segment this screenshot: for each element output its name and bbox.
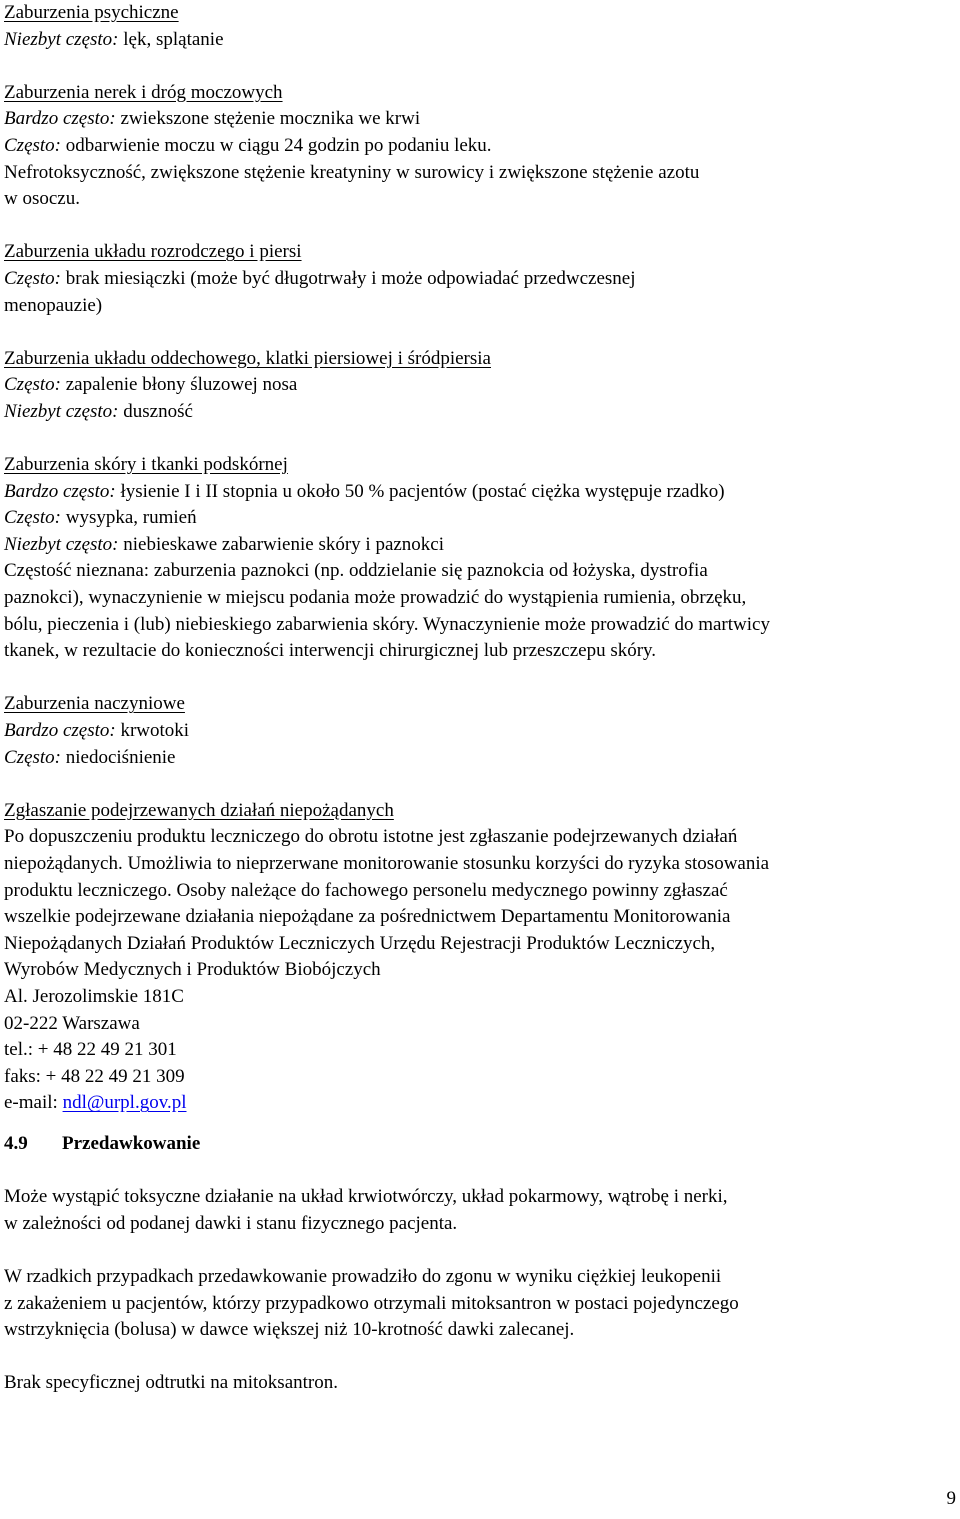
frequency-label: Często: [4, 267, 61, 289]
address-city: 02-222 Warszawa [4, 1012, 140, 1034]
psych-line-1 [4, 27, 954, 54]
frequency-label: Niezbyt często: [4, 533, 119, 555]
section-title-vascular: Zaburzenia naczyniowe [4, 693, 185, 715]
section-title-reproductive: Zaburzenia układu rozrodczego i piersi [4, 241, 302, 263]
overdose-p2-line-1: W rzadkich przypadkach przedawkowanie prowadziło do zgonu w wyniku ciężkiej leukopenii [4, 1265, 722, 1287]
report-line-2: niepożądanych. Umożliwia to nieprzerwane monitorowanie stosunku korzyści do ryzyka stosowania [4, 853, 770, 874]
vascular-line-2 [4, 745, 954, 772]
frequency-label: Bardzo często: [4, 480, 116, 502]
page-number: 9 [946, 1488, 956, 1509]
overdose-p2-line-2: z zakażeniem u pacjentów, którzy przypadkowo otrzymali mitoksantron w postaci pojedynczego [4, 1292, 739, 1314]
kidney-line-4: w osoczu. [4, 188, 80, 210]
email-label: e-mail: [4, 1092, 63, 1114]
repro-line-2: menopauzie) [4, 294, 103, 316]
section-title-reporting: Zgłaszanie podejrzewanych działań niepożądanych [4, 799, 394, 821]
skin-line-4: Częstość nieznana: zaburzenia paznokci (np. oddzielanie się paznokcia od łożyska, dystrofia [4, 560, 708, 582]
address-street: Al. Jerozolimskie 181C [4, 985, 184, 1007]
line-text: zwiekszone stężenie mocznika we krwi [115, 108, 421, 130]
email-line [4, 1090, 954, 1117]
frequency-label: Niezbyt często: [4, 400, 119, 422]
section-title-skin: Zaburzenia skóry i tkanki podskórnej [4, 454, 288, 476]
report-line-3: produktu leczniczego. Osoby należące do fachowego personelu medycznego powinny zgłaszać [4, 879, 728, 901]
skin-line-6: bólu, pieczenia i (lub) niebieskiego zabarwienia skóry. Wynaczynienie może prowadzić do martwicy [4, 613, 770, 635]
kidney-line-3: Nefrotoksyczność, zwiększone stężenie kreatyniny w surowicy i zwiększone stężenie azotu [4, 161, 700, 183]
skin-line-5: paznokci), wynaczynienie w miejscu podania może prowadzić do wystąpienia rumienia, obrzęku, [4, 587, 747, 609]
line-text: łysienie I i II stopnia u około 50 % pacjentów (postać ciężka występuje rzadko) [115, 480, 725, 502]
section-heading-overdose [4, 1131, 954, 1158]
section-number: 4.9 [4, 1132, 28, 1154]
resp-line-2 [4, 399, 954, 426]
skin-line-1 [4, 479, 954, 506]
section-title-psychiatric: Zaburzenia psychiczne [4, 2, 179, 23]
report-line-6: Wyrobów Medycznych i Produktów Biobójczych [4, 959, 381, 981]
line-text: zapalenie błony śluzowej nosa [61, 374, 298, 396]
skin-line-7: tkanek, w rezultacie do konieczności interwencji chirurgicznej lub przeszczepu skóry. [4, 640, 657, 662]
line-text: brak miesiączki (może być długotrwały i może odpowiadać przedwczesnej [61, 267, 636, 289]
line-text: odbarwienie moczu w ciągu 24 godzin po podaniu leku. [61, 134, 492, 156]
skin-line-2 [4, 505, 954, 532]
kidney-line-2 [4, 133, 954, 160]
frequency-label: Niezbyt często: [4, 28, 119, 50]
overdose-p3: Brak specyficznej odtrutki na mitoksantron. [4, 1372, 338, 1394]
document-page [4, 0, 954, 1397]
line-text: duszność [118, 400, 193, 422]
frequency-label: Często: [4, 374, 61, 396]
line-text: niedociśnienie [61, 746, 176, 768]
frequency-label: Często: [4, 134, 61, 156]
section-title-kidney: Zaburzenia nerek i dróg moczowych [4, 81, 283, 103]
frequency-label: Bardzo często: [4, 720, 116, 742]
repro-line-1 [4, 266, 954, 293]
frequency-label: Często: [4, 746, 61, 768]
section-heading-text: Przedawkowanie [62, 1132, 201, 1154]
email-link[interactable]: ndl@urpl.gov.pl [62, 1092, 187, 1114]
line-text: krwotoki [115, 720, 190, 742]
resp-line-1 [4, 372, 954, 399]
skin-line-3 [4, 532, 954, 559]
phone-number: tel.: + 48 22 49 21 301 [4, 1039, 177, 1061]
overdose-p1-line-1: Może wystąpić toksyczne działanie na układ krwiotwórczy, układ pokarmowy, wątrobę i nerki, [4, 1186, 728, 1208]
section-title-respiratory: Zaburzenia układu oddechowego, klatki piersiowej i śródpiersia [4, 347, 491, 369]
frequency-label: Często: [4, 507, 61, 529]
kidney-line-1 [4, 106, 954, 133]
fax-number: faks: + 48 22 49 21 309 [4, 1065, 185, 1087]
overdose-p1-line-2: w zależności od podanej dawki i stanu fizycznego pacjenta. [4, 1212, 458, 1234]
frequency-label: Bardzo często: [4, 108, 116, 130]
overdose-p2-line-3: wstrzyknięcia (bolusa) w dawce większej niż 10-krotność dawki zalecanej. [4, 1319, 575, 1341]
vascular-line-1 [4, 718, 954, 745]
line-text: lęk, splątanie [118, 28, 224, 50]
report-line-5: Niepożądanych Działań Produktów Leczniczych Urzędu Rejestracji Produktów Leczniczych, [4, 932, 716, 954]
report-line-4: wszelkie podejrzewane działania niepożądane za pośrednictwem Departamentu Monitorowania [4, 906, 731, 928]
line-text: wysypka, rumień [61, 507, 197, 529]
line-text: niebieskawe zabarwienie skóry i paznokci [118, 533, 445, 555]
report-line-1: Po dopuszczeniu produktu leczniczego do obrotu istotne jest zgłaszanie podejrzewanych działań [4, 826, 738, 848]
